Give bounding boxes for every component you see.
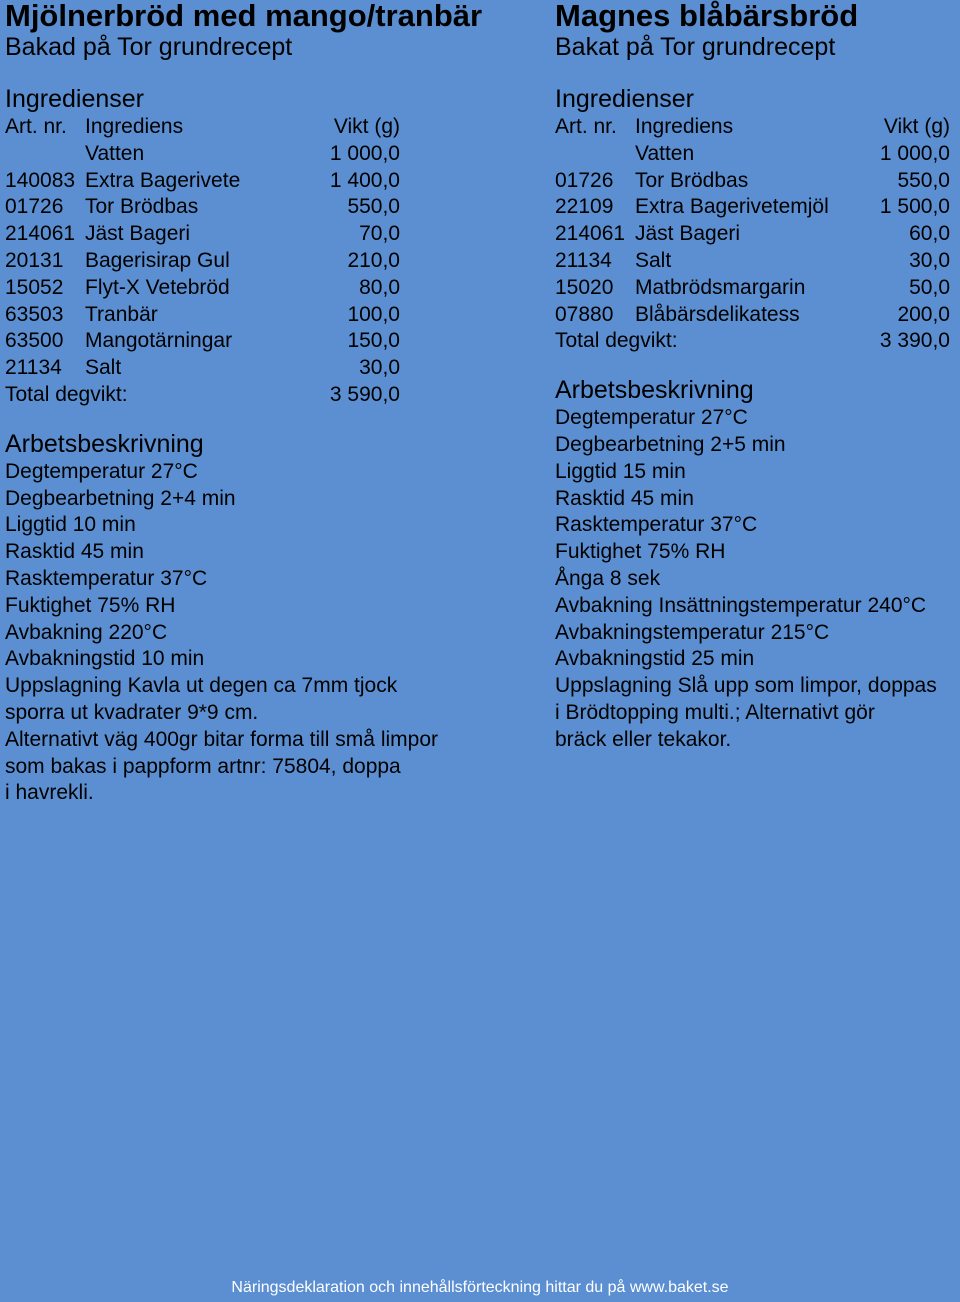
ingredient-name: Matbrödsmargarin (635, 275, 806, 299)
ingredient-row (5, 355, 545, 382)
ingredient-row (5, 328, 545, 355)
ingredient-row (555, 248, 960, 275)
footer-note: Näringsdeklaration och innehållsförteckning hittar du på www.baket.se (231, 1279, 729, 1296)
ingredient-name: Blåbärsdelikatess (635, 302, 800, 326)
recipe-title: Magnes blåbärsbröd (555, 0, 859, 33)
ingredient-name: Vatten (635, 141, 695, 165)
ingredient-weight: 100,0 (347, 302, 400, 326)
ingredient-name: Tor Brödbas (85, 195, 199, 219)
ingredient-weight: 550,0 (347, 195, 400, 219)
total-value: 3 590,0 (329, 382, 400, 406)
work-line: Avbakningstid 25 min (555, 647, 755, 671)
ingredient-row (5, 168, 545, 195)
work-line: Ånga 8 sek (555, 566, 661, 590)
ingredient-row (5, 141, 545, 168)
work-line: som bakas i pappform artnr: 75804, doppa (5, 754, 401, 778)
work-line: Fuktighet 75% RH (555, 540, 726, 564)
ingredient-weight: 1 000,0 (329, 141, 400, 165)
ingredient-art (5, 141, 85, 168)
ingredients-heading: Ingredienser (555, 85, 694, 113)
ingredient-weight: 60,0 (909, 222, 950, 246)
work-line: Uppslagning Kavla ut degen ca 7mm tjock (5, 674, 398, 698)
ingredients-header-row (5, 114, 545, 141)
ingredients-heading: Ingredienser (5, 85, 144, 113)
total-label: Total degvikt: (555, 329, 678, 353)
work-line: Rasktid 45 min (555, 486, 694, 510)
recipe-subtitle: Bakat på Tor grundrecept (555, 33, 836, 61)
ingredient-art: 21134 (555, 248, 612, 272)
work-heading: Arbetsbeskrivning (5, 429, 204, 458)
ingredient-row (555, 302, 960, 329)
ingredient-art: 140083 (5, 168, 76, 192)
ingredient-weight: 1 000,0 (879, 141, 950, 165)
work-line: Avbakning 220°C (5, 620, 168, 644)
total-value: 3 390,0 (879, 329, 950, 353)
work-line: Degbearbetning 2+4 min (5, 486, 236, 510)
ingredient-weight: 30,0 (909, 248, 950, 272)
ingredient-art: 22109 (555, 195, 614, 219)
ingredient-row (5, 275, 545, 302)
ingredient-row (555, 275, 960, 302)
work-line: Alternativt väg 400gr bitar forma till små limpor (5, 727, 438, 751)
work-line: Rasktid 45 min (5, 540, 144, 564)
ingredient-row (5, 194, 545, 221)
ingredient-row (5, 221, 545, 248)
work-line: Avbakningstemperatur 215°C (555, 620, 830, 644)
work-line: i havrekli. (5, 781, 94, 805)
ingredient-row (555, 168, 960, 195)
ingredient-art: 01726 (555, 168, 614, 192)
work-line: Degbearbetning 2+5 min (555, 432, 786, 456)
ingredient-name: Extra Bagerivetemjöl (635, 195, 829, 219)
work-line: Avbakning Insättningstemperatur 240°C (555, 593, 927, 617)
col-header-weight: Vikt (g) (883, 115, 950, 138)
work-line: Rasktemperatur 37°C (5, 566, 208, 590)
col-header-weight: Vikt (g) (333, 115, 400, 138)
ingredient-name: Jäst Bageri (85, 222, 191, 246)
ingredient-weight: 30,0 (359, 356, 400, 380)
work-line: i Brödtopping multi.; Alternativt gör (555, 700, 875, 724)
total-row (555, 328, 960, 355)
work-heading: Arbetsbeskrivning (555, 376, 754, 405)
ingredient-name: Salt (85, 356, 122, 380)
ingredient-name: Vatten (85, 141, 145, 165)
recipe-right (555, 0, 960, 754)
ingredient-art: 214061 (5, 222, 76, 246)
col-header-name: Ingrediens (635, 115, 734, 138)
ingredient-weight: 210,0 (347, 248, 400, 272)
ingredient-art: 07880 (555, 302, 614, 326)
total-label: Total degvikt: (5, 382, 128, 406)
ingredient-art: 21134 (5, 356, 62, 380)
ingredient-row (5, 248, 545, 275)
work-line: Rasktemperatur 37°C (555, 513, 758, 537)
ingredient-name: Tranbär (85, 302, 158, 326)
work-line: Uppslagning Slå upp som limpor, doppas (555, 674, 937, 698)
work-line: Degtemperatur 27°C (555, 406, 748, 430)
ingredient-art: 63503 (5, 302, 64, 326)
ingredient-name: Tor Brödbas (635, 168, 749, 192)
col-header-art: Art. nr. (5, 115, 67, 138)
work-line: Liggtid 15 min (555, 459, 686, 483)
work-line: Fuktighet 75% RH (5, 593, 176, 617)
ingredient-row (555, 221, 960, 248)
ingredient-weight: 1 400,0 (329, 168, 400, 192)
ingredient-weight: 50,0 (909, 275, 950, 299)
ingredient-name: Bagerisirap Gul (85, 248, 230, 272)
recipe-title: Mjölnerbröd med mango/tranbär (5, 0, 483, 33)
col-header-art: Art. nr. (555, 115, 617, 138)
ingredient-row (555, 194, 960, 221)
ingredient-weight: 80,0 (359, 275, 400, 299)
ingredient-art: 20131 (5, 248, 64, 272)
work-line: bräck eller tekakor. (555, 727, 732, 751)
ingredient-weight: 70,0 (359, 222, 400, 246)
ingredient-art (555, 141, 635, 168)
recipe-subtitle: Bakad på Tor grundrecept (5, 33, 293, 61)
work-line: Avbakningstid 10 min (5, 647, 205, 671)
ingredient-row (555, 141, 960, 168)
ingredient-art: 63500 (5, 329, 64, 353)
ingredient-name: Flyt-X Vetebröd (85, 275, 230, 299)
ingredient-weight: 150,0 (347, 329, 400, 353)
ingredient-weight: 200,0 (897, 302, 950, 326)
work-line: sporra ut kvadrater 9*9 cm. (5, 700, 259, 724)
ingredients-header-row (555, 114, 960, 141)
total-row (5, 382, 545, 409)
ingredient-art: 214061 (555, 222, 626, 246)
recipe-left (5, 0, 545, 807)
ingredient-name: Jäst Bageri (635, 222, 741, 246)
ingredient-row (5, 302, 545, 329)
ingredient-name: Mangotärningar (85, 329, 233, 353)
ingredient-art: 15052 (5, 275, 64, 299)
ingredient-art: 15020 (555, 275, 614, 299)
ingredient-weight: 1 500,0 (879, 195, 950, 219)
ingredient-name: Extra Bagerivete (85, 168, 241, 192)
work-line: Liggtid 10 min (5, 513, 136, 537)
col-header-name: Ingrediens (85, 115, 184, 138)
ingredient-name: Salt (635, 248, 672, 272)
work-line: Degtemperatur 27°C (5, 459, 198, 483)
ingredient-weight: 550,0 (897, 168, 950, 192)
ingredient-art: 01726 (5, 195, 64, 219)
